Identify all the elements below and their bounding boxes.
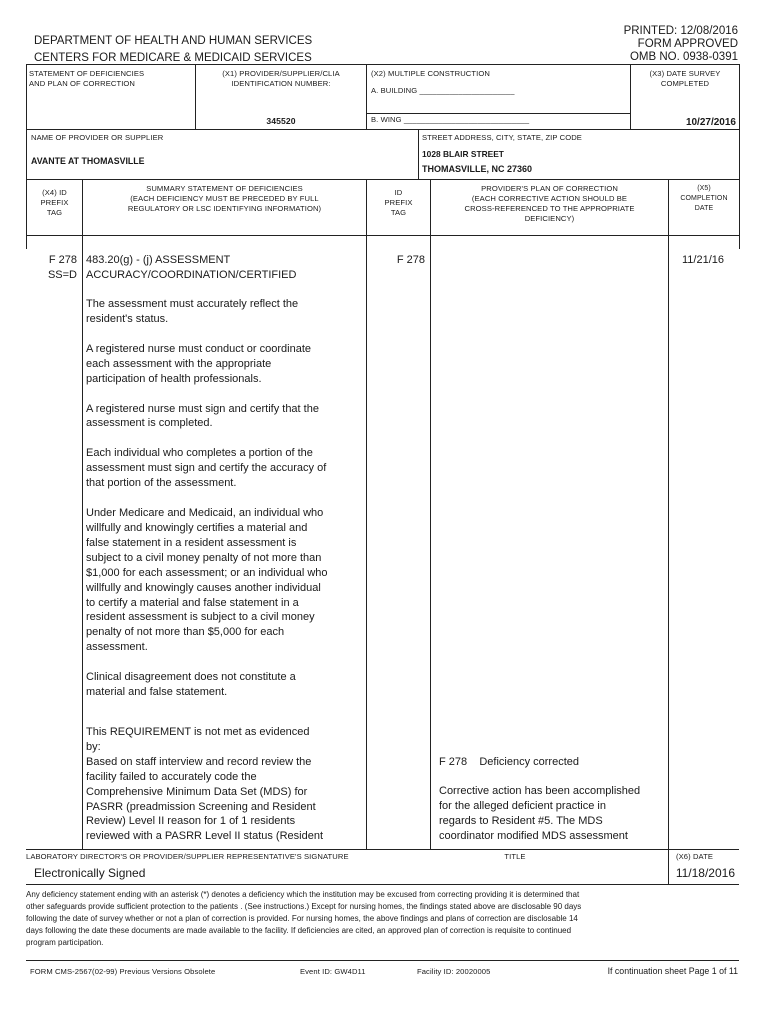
deficiency-paragraph: The assessment must accurately reflect the resident's status.: [86, 298, 299, 325]
col-x4-header: (X4) ID PREFIX TAG: [40, 188, 69, 217]
completion-date: 11/21/16: [681, 254, 724, 266]
rule-sig-date: [668, 849, 669, 884]
col-x5-header: (X5) COMPLETION DATE: [680, 185, 728, 212]
rule-columns: [26, 179, 739, 180]
address-label: STREET ADDRESS, CITY, STATE, ZIP CODE: [422, 133, 582, 142]
requirement-text: This REQUIREMENT is not met as evidenced by: Based on staff interview and record review the facility failed to accurately code the Comprehensive Minimum Data Set (MDS) for PASRR (preadmission Screening and Resident Review) Level II reason for 1 of 1 residents reviewed with a PASRR Level II status (Resident: [86, 726, 324, 843]
omb-number: OMB NO. 0938-0391: [629, 51, 738, 63]
rule-col-plan: [668, 179, 669, 849]
address-street: 1028 BLAIR STREET: [422, 149, 504, 159]
deficiency-tag-right: F 278: [396, 254, 425, 266]
rule-footer: [26, 960, 739, 961]
x2-wing: B. WING _____________________________: [371, 115, 530, 124]
page-number: If continuation sheet Page 1 of 11: [607, 966, 738, 976]
rule-body: [26, 235, 739, 236]
rule-left: [26, 64, 27, 249]
plan-text: Corrective action has been accomplished for the alleged deficient practice in regards to Resident #5. The MDS coordinator modified MDS assessment: [439, 785, 641, 842]
deficiency-paragraph: Under Medicare and Medicaid, an individual who willfully and knowingly certifies a material and false statement in a resident assessment is subject to a civil money penalty of not more than $1,000 for each assessment; or an individual who willfully and knowingly causes another individual to certify a material and false statement in a resident assessment is subject to a civil money penalty of not more than $5,000 for each assessment.: [86, 507, 328, 654]
rule-footnote: [26, 884, 739, 885]
x1-label: (X1) PROVIDER/SUPPLIER/CLIA IDENTIFICATION NUMBER:: [222, 69, 340, 88]
rule-wing: [366, 113, 630, 114]
rule-provider: [26, 129, 739, 130]
col-summary-header: SUMMARY STATEMENT OF DEFICIENCIES (EACH DEFICIENCY MUST BE PRECEDED BY FULL REGULATORY OR LSC IDENTIFYING INFORMATION): [127, 184, 322, 213]
provider-number: 345520: [266, 116, 296, 126]
deficiency-paragraph: Clinical disagreement does not constitute a material and false statement.: [86, 671, 296, 699]
survey-date: 10/27/2016: [685, 117, 736, 128]
deficiency-title: 483.20(g) - (j) ASSESSMENT ACCURACY/COORDINATION/CERTIFIED: [86, 254, 297, 281]
deficiency-tag-left: F 278: [48, 254, 77, 266]
centers-name: CENTERS FOR MEDICARE & MEDICAID SERVICES: [34, 52, 312, 64]
rule-col-x4: [82, 179, 83, 849]
rule-col-summary: [366, 179, 367, 849]
col-plan-header: PROVIDER'S PLAN OF CORRECTION (EACH CORRECTIVE ACTION SHOULD BE CROSS-REFERENCED TO THE APPROPRIATE DEFICIENCY): [464, 184, 635, 223]
signature-date-label: (X6) DATE: [676, 852, 714, 861]
signature-value: Electronically Signed: [34, 866, 146, 880]
provider-name: AVANTE AT THOMASVILLE: [31, 156, 145, 166]
rule-x2: [366, 64, 367, 129]
deficiency-paragraph: A registered nurse must sign and certify that the assessment is completed.: [86, 402, 319, 430]
x3-label: (X3) DATE SURVEY COMPLETED: [649, 69, 721, 88]
signature-date: 11/18/2016: [675, 866, 735, 880]
form-approved: FORM APPROVED: [637, 38, 738, 50]
deficiency-text: [86, 297, 366, 715]
department-name: DEPARTMENT OF HEALTH AND HUMAN SERVICES: [34, 35, 313, 47]
facility-id: Facility ID: 20020005: [417, 967, 491, 976]
signature-label: LABORATORY DIRECTOR'S OR PROVIDER/SUPPLIER REPRESENTATIVE'S SIGNATURE: [26, 852, 349, 861]
rule-col-id: [430, 179, 431, 849]
title-label: TITLE: [504, 852, 526, 861]
plan-heading: F 278 Deficiency corrected: [439, 756, 580, 768]
rule-address: [418, 129, 419, 179]
footnote: Any deficiency statement ending with an asterisk (*) denotes a deficiency which the institution may be excused from correcting providing it is determined that other safeguards provide sufficient protection to the patients . (See instructions.) Except for nursing homes, the findings stated above are disclosable 90 days following the date of survey whether or not a plan of correction is provided. For nursing homes, the above findings and plans of correction are disclosable 14 days following the date these documents are made available to the facility. If deficiencies are cited, an approved plan of correction is requisite to continued program participation.: [26, 890, 582, 947]
event-id: Event ID: GW4D11: [300, 967, 366, 976]
rule-right: [739, 64, 740, 249]
statement-label: STATEMENT OF DEFICIENCIES AND PLAN OF CORRECTION: [29, 69, 145, 88]
rule-signature: [26, 849, 739, 850]
x2-building: A. BUILDING ______________________: [371, 86, 515, 95]
x2-label: (X2) MULTIPLE CONSTRUCTION: [371, 69, 490, 78]
form-number: FORM CMS-2567(02-99) Previous Versions Obsolete: [30, 967, 216, 976]
rule-top: [26, 64, 739, 65]
col-id-header: ID PREFIX TAG: [384, 188, 413, 217]
deficiency-paragraph: Each individual who completes a portion of the assessment must sign and certify the accuracy of that portion of the assessment.: [86, 447, 327, 490]
provider-label: NAME OF PROVIDER OR SUPPLIER: [31, 133, 164, 142]
scope-severity: SS=D: [47, 269, 77, 281]
printed-date: PRINTED: 12/08/2016: [623, 25, 738, 37]
deficiency-paragraph: A registered nurse must conduct or coordinate each assessment with the appropriate participation of health professionals.: [86, 342, 312, 385]
address-city: THOMASVILLE, NC 27360: [422, 164, 533, 174]
